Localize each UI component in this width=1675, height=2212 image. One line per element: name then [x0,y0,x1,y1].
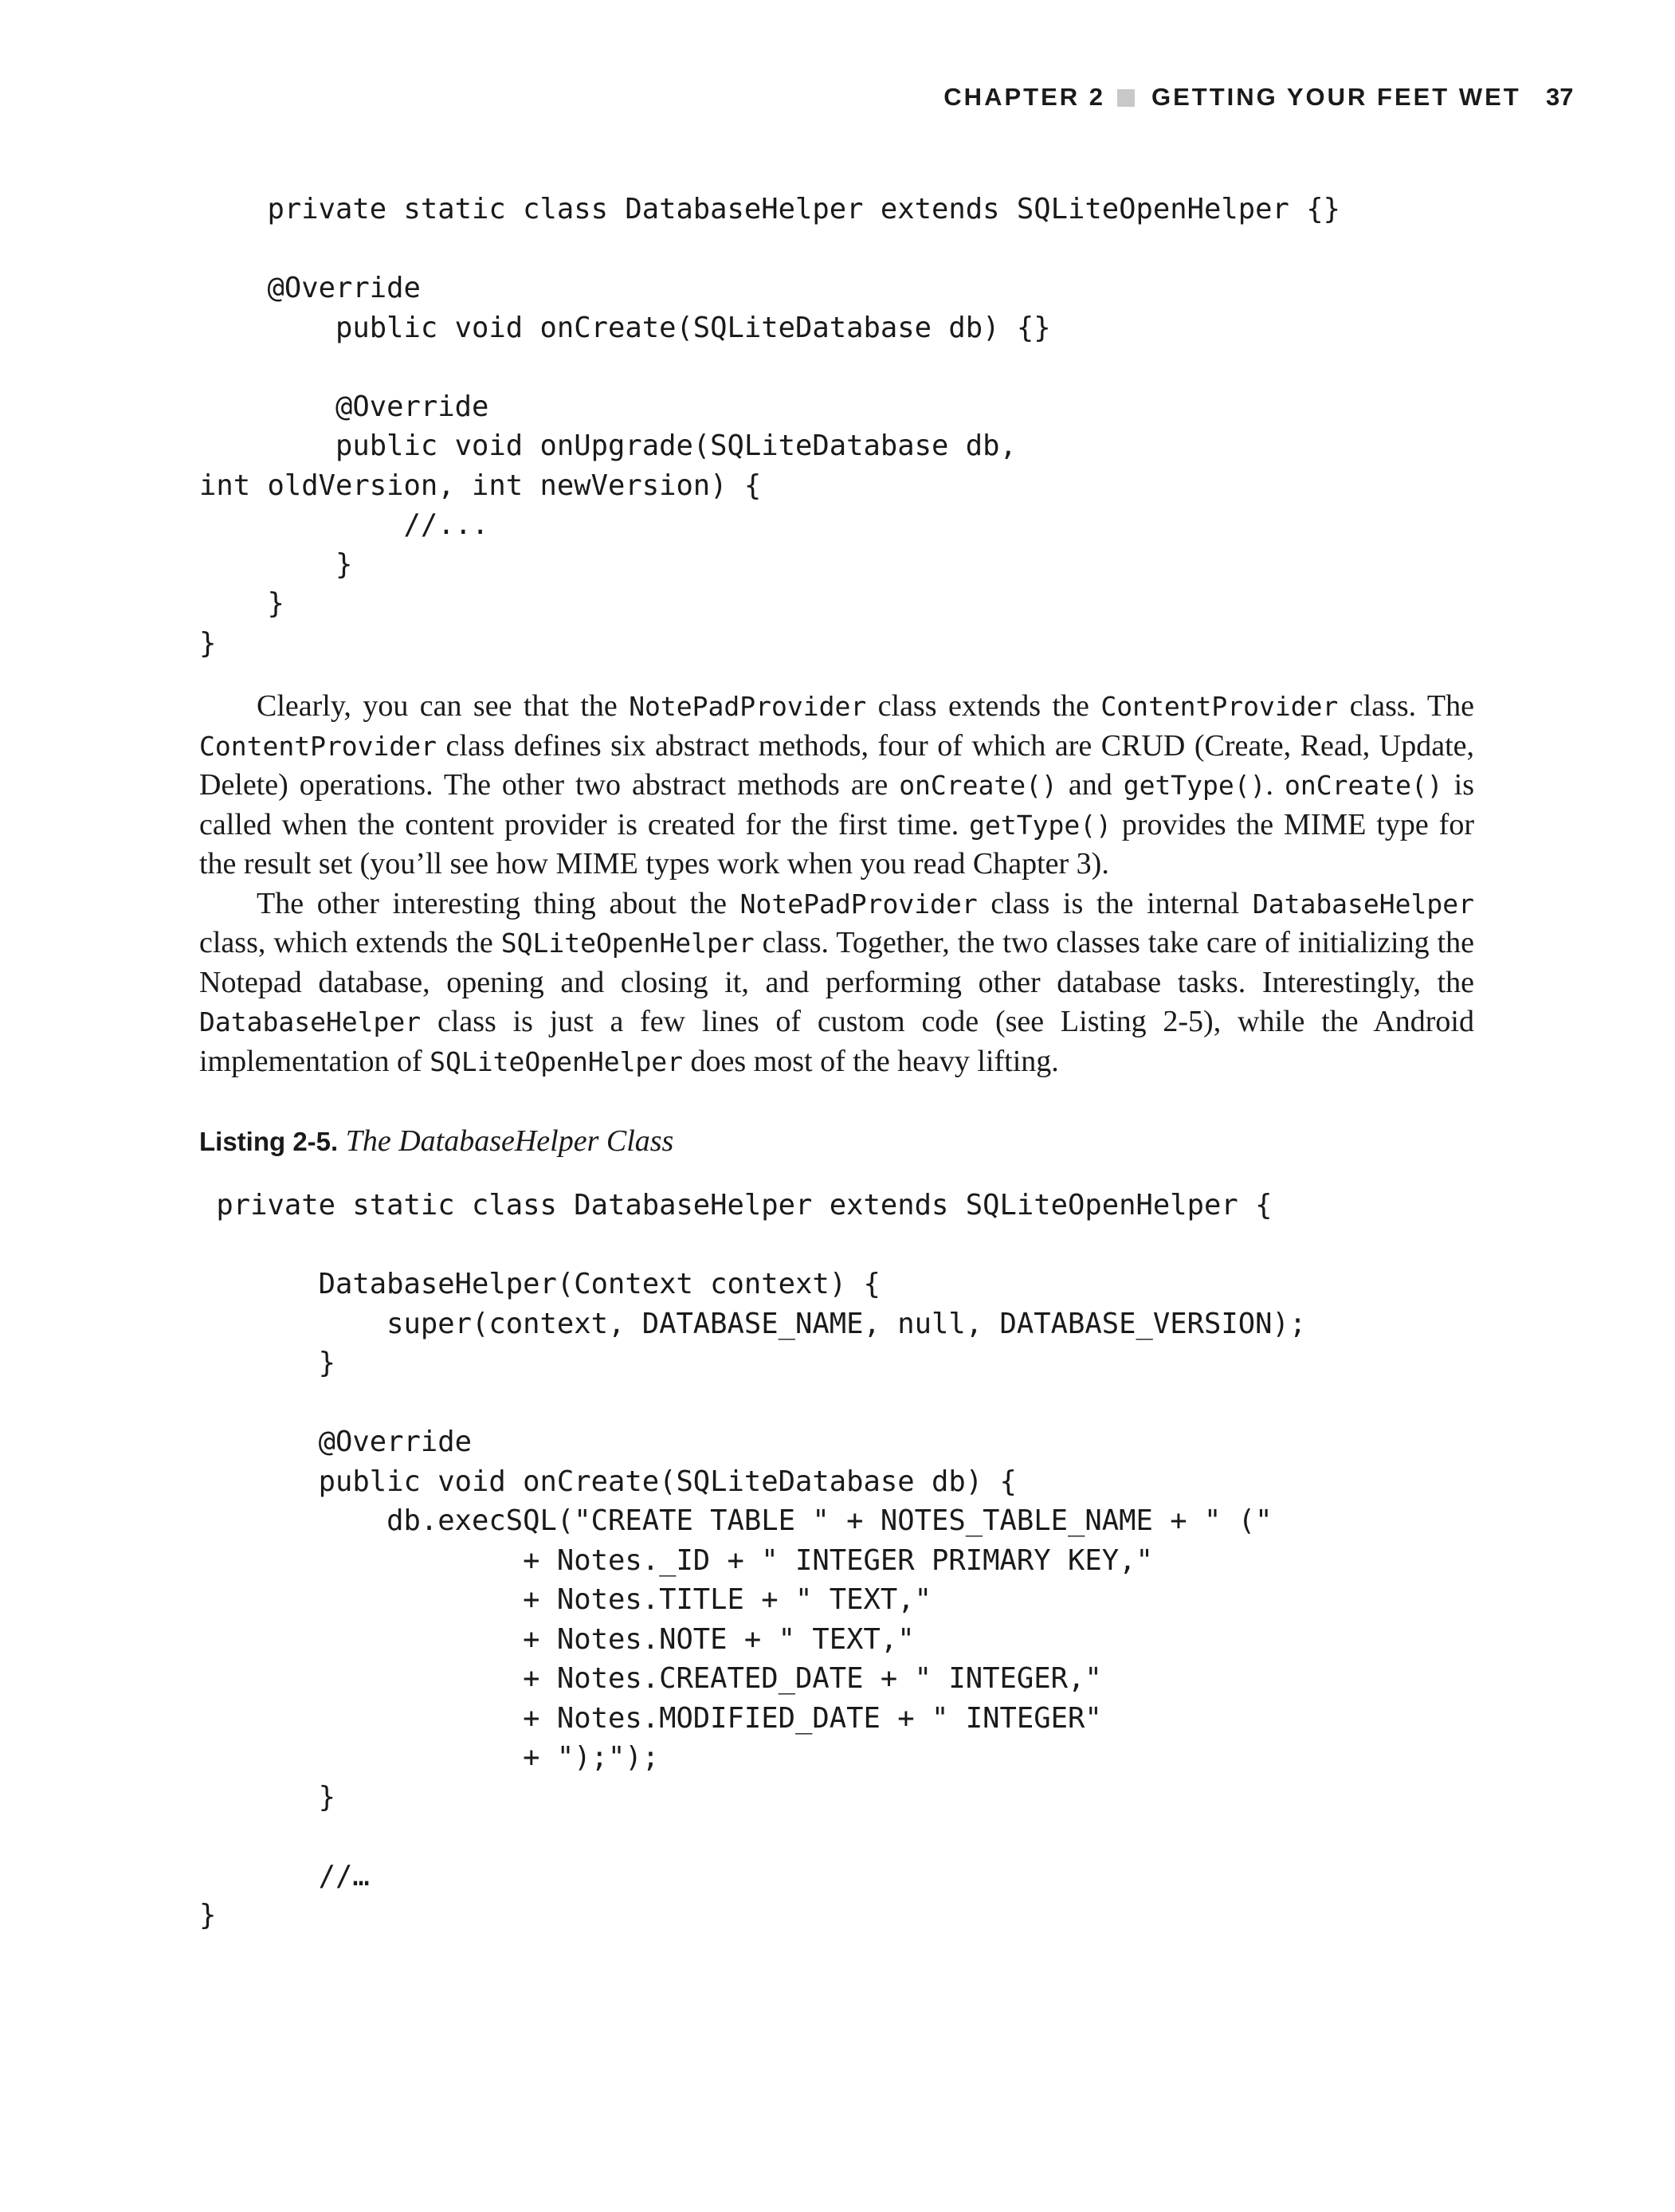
inline-code: DatabaseHelper [1252,888,1474,920]
text: class extends the [866,689,1101,723]
chapter-label: CHAPTER 2 [943,83,1105,111]
inline-code: SQLiteOpenHelper [430,1045,684,1077]
text: The other interesting thing about the [257,886,740,920]
text: class. The [1338,689,1474,723]
text: provides the MIME type for the result set (you’ll see how MIME types work when you read Chapter 3). [199,807,1474,880]
code-block-listing: private static class DatabaseHelper extends SQLiteOpenHelper { DatabaseHelper(Context context) { super(context, DATABASE_NAME, null, DATABASE_VERSION); } @Override public void onCreate(SQLiteDatabase db) { db.execSQL("CREATE TABLE " + NOTES_TABLE_NAME + " (" + Notes._ID + " INTEGER PRIMARY KEY," + Notes.TITLE + " TEXT," + Notes.NOTE + " TEXT," + Notes.CREATED_DATE + " INTEGER," + Notes.MODIFIED_DATE + " INTEGER" + ");"); } //… } [199,1189,1307,1932]
inline-code: onCreate() [899,770,1057,801]
text: . [1265,768,1285,802]
text: class, which extends the [199,926,501,959]
page-number: 37 [1546,83,1574,111]
text: does most of the heavy lifting. [683,1044,1059,1078]
text: class defines six abstract methods, four of which are CRUD (Create, Read, Update, Delete) operations. The other two abstract methods are [199,728,1474,802]
inline-code: getType() [1123,770,1266,801]
chapter-title: GETTING YOUR FEET WET [1151,83,1521,111]
inline-code: SQLiteOpenHelper [500,928,755,959]
listing-title: The DatabaseHelper Class [345,1124,674,1158]
header-separator-square [1117,89,1135,107]
inline-code: onCreate() [1285,770,1443,801]
listing-label: Listing 2-5. [199,1127,339,1156]
text: class. Together, the two classes take care of initializing the Notepad database, opening and closing it, and performing other database tasks. Interestingly, the [199,926,1474,999]
paragraph-2 [199,884,1474,1082]
listing-caption [199,1124,673,1159]
code-block-top: private static class DatabaseHelper extends SQLiteOpenHelper {} @Override public void onCreate(SQLiteDatabase db) {} @Override public void onUpgrade(SQLiteDatabase db, int oldVersion, int newVersion) { //... } } } [199,193,1340,660]
text: class is the internal [977,886,1253,920]
body-text [199,687,1474,1081]
text: class is just a few lines of custom code (see Listing 2-5), while the Android implementation of [199,1005,1474,1078]
text: and [1057,768,1124,802]
inline-code: DatabaseHelper [199,1006,422,1037]
paragraph-1 [199,687,1474,884]
inline-code: NotePadProvider [739,888,978,920]
inline-code: NotePadProvider [629,691,867,722]
running-header [0,83,1675,115]
inline-code: getType() [969,809,1112,841]
inline-code: ContentProvider [199,730,437,762]
text: Clearly, you can see that the [257,689,630,723]
text: is called when the content provider is created for the first time. [199,768,1475,841]
inline-code: ContentProvider [1100,691,1339,722]
